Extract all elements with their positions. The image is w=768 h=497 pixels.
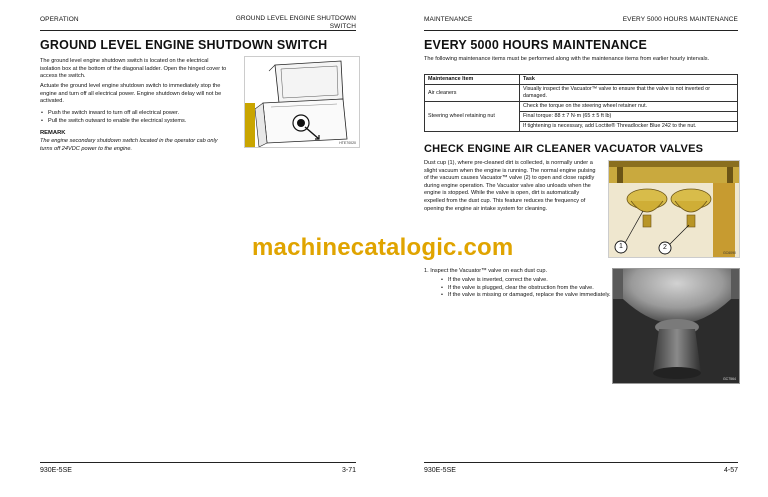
vacuator-para: Dust cup (1), where pre-cleaned dirt is collected, is normally under a slight vacuum when the engine is running. The normal engine pulsing of the vacuum causes Vacuator™ valve (2) to open and close rapidly during engine operation. The Vacuator valve also unloads when the engine is stopped. While the valve is open, dirt is automatically expelled from the dust cup. This feature reduces the frequency of opening the engine air intake system for cleaning. [424, 160, 596, 212]
right-footer-model: 930E-5SE [424, 467, 456, 474]
right-header-topic: EVERY 5000 HOURS MAINTENANCE [622, 16, 738, 23]
remark-text-italic: The engine secondary shutdown switch located in the operator cab only turns off 24VDC power to the engine. [40, 138, 218, 152]
air-cleaner-figure [608, 160, 740, 258]
inspect-bullet-item: • If the valve is missing or damaged, replace the valve immediately. [448, 292, 618, 300]
left-para-1: The ground level engine shutdown switch is located on the electrical isolation box at the bottom of the diagonal ladder. Open the hinged cover to access the switch. [40, 58, 227, 80]
inspect-bullet-item: • If the valve is plugged, clear the obstruction from the valve. [448, 285, 618, 293]
table-row [425, 85, 738, 102]
table-cell-task: Visually inspect the Vacuator™ valve to ensure that the valve is not inverted or damaged. [520, 85, 738, 102]
remark-heading: REMARK [40, 130, 66, 136]
callout-1-label: 1 [619, 243, 623, 250]
left-footer-page-number: 3-71 [341, 467, 356, 474]
right-header-rule [424, 30, 738, 31]
left-bullet-item: • Push the switch inward to turn off all electrical power. [48, 110, 236, 118]
maintenance-table [424, 74, 738, 132]
vacuator-valve-illustration [613, 269, 740, 384]
vacuator-section-title: CHECK ENGINE AIR CLEANER VACUATOR VALVES [424, 143, 704, 155]
inspect-bullet-item: • If the valve is inverted, correct the valve. [448, 277, 618, 285]
left-bullet-list [40, 110, 236, 125]
right-intro: The following maintenance items must be performed along with the maintenance items from earlier hourly intervals. [424, 56, 710, 62]
table-row [425, 102, 738, 112]
air-cleaner-figure-code: GC6090 [722, 251, 736, 255]
left-header-rule [40, 30, 356, 31]
watermark-text: machinecatalogic.com [252, 234, 514, 261]
left-header-topic-line1: GROUND LEVEL ENGINE SHUTDOWN [235, 15, 356, 22]
table-header-task: Task [520, 75, 738, 85]
table-header-item: Maintenance Item [425, 75, 520, 85]
left-figure-code: HTE70020 [339, 141, 356, 145]
shutdown-switch-illustration [245, 57, 360, 148]
shutdown-switch-figure [244, 56, 360, 148]
table-cell-task: Final torque: 88 ± 7 N·m (65 ± 5 ft lb) [520, 112, 738, 122]
table-header-row [425, 75, 738, 85]
left-section-title: GROUND LEVEL ENGINE SHUTDOWN SWITCH [40, 38, 328, 52]
table-cell-item: Air cleaners [425, 85, 520, 102]
left-header-topic-line2: SWITCH [329, 22, 356, 30]
left-footer-rule [40, 462, 356, 463]
table-cell-task: If tightening is necessary, add Loctite® Threadlocker Blue 242 to the nut. [520, 122, 738, 132]
inspect-bullet-list [440, 277, 618, 300]
valve-photo-code: GC7564 [722, 377, 736, 381]
air-cleaner-illustration [609, 161, 740, 258]
left-header-section: OPERATION [40, 16, 79, 23]
left-bullet-item: • Pull the switch outward to enable the electrical systems. [48, 118, 236, 126]
left-para-2: Actuate the ground level engine shutdown switch to immediately stop the engine and turn off all electrical power. Engine shutdown delay will not be activated. [40, 83, 222, 105]
left-footer-model: 930E-5SE [40, 467, 72, 474]
right-section-title: EVERY 5000 HOURS MAINTENANCE [424, 38, 648, 52]
inspect-step: 1. Inspect the Vacuator™ valve on each dust cup. [424, 268, 548, 274]
table-cell-task: Check the torque on the steering wheel retainer nut. [520, 102, 738, 112]
table-cell-item: Steering wheel retaining nut [425, 102, 520, 132]
vacuator-valve-photo [612, 268, 740, 384]
left-header-topic [236, 15, 356, 30]
remark-text [40, 138, 228, 153]
right-footer-rule [424, 462, 738, 463]
callout-2-label: 2 [663, 244, 667, 251]
right-footer-page-number: 4-57 [723, 467, 738, 474]
right-header-section: MAINTENANCE [424, 16, 473, 23]
